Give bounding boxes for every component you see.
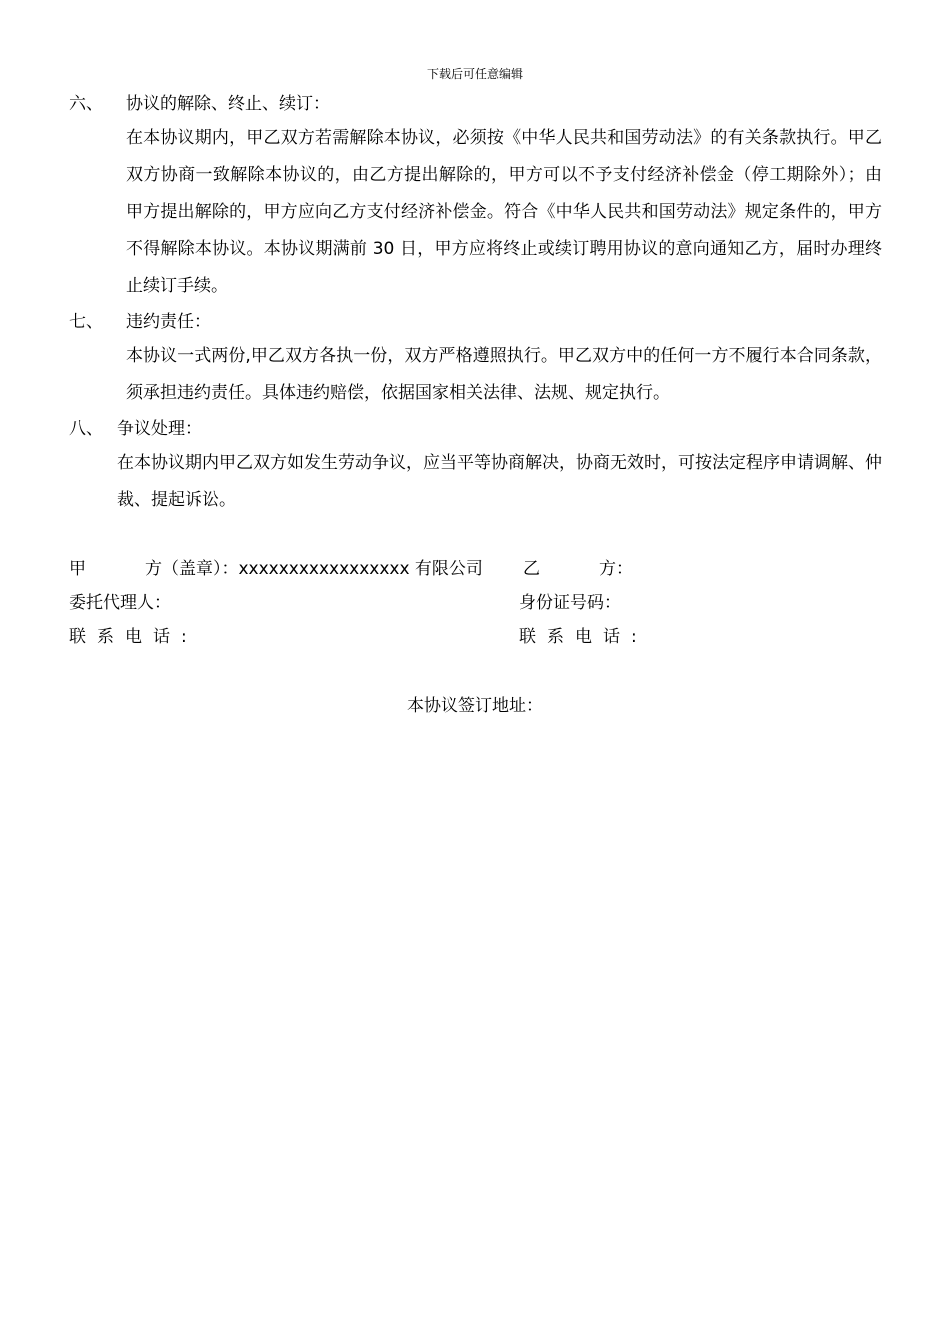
section-number: 八、 — [69, 419, 103, 439]
party-a-label-rest: 方（盖章）： — [145, 559, 239, 579]
party-b-label-rest: 方： — [599, 559, 633, 579]
party-b-row — [523, 558, 633, 580]
party-a-label-first: 甲 — [69, 559, 86, 579]
party-b-phone-label: 联系电话: — [519, 627, 648, 647]
party-a-phone-label: 联系电话: — [69, 627, 198, 647]
party-a-company: xxxxxxxxxxxxxxxxx 有限公司 — [238, 559, 483, 579]
signing-address-label: 本协议签订地址： — [407, 696, 543, 716]
section-number: 七、 — [69, 312, 103, 332]
section-heading-6 — [69, 93, 330, 115]
section-title: 争议处理： — [117, 419, 202, 439]
section-heading-8 — [69, 418, 202, 440]
header-note: 下载后可任意编辑 — [426, 67, 523, 81]
section-heading-7 — [69, 311, 211, 333]
section-body-8: 在本协议期内甲乙双方如发生劳动争议，应当平等协商解决，协商无效时，可按法定程序申请调解、仲裁、提起诉讼。 — [117, 453, 882, 510]
section-body-6: 在本协议期内，甲乙双方若需解除本协议，必须按《中华人民共和国劳动法》的有关条款执行。甲乙双方协商一致解除本协议的，由乙方提出解除的，甲方可以不予支付经济补偿金（停工期除外）；由甲方提出解除的，甲方应向乙方支付经济补偿金。符合《中华人民共和国劳动法》规定条件的，甲方不得解除本协议。本协议期满前 30 日，甲方应将终止或续订聘用协议的意向通知乙方，届时办理终止续订手续。 — [126, 128, 882, 296]
section-title: 违约责任： — [126, 312, 211, 332]
party-a-row — [69, 558, 483, 580]
section-number: 六、 — [69, 94, 103, 114]
section-body-7: 本协议一式两份,甲乙双方各执一份，双方严格遵照执行。甲乙双方中的任何一方不履行本合同条款，须承担违约责任。具体违约赔偿，依据国家相关法律、法规、规定执行。 — [126, 346, 882, 403]
id-number-label: 身份证号码： — [519, 593, 621, 613]
party-b-label-first: 乙 — [523, 559, 540, 579]
section-title: 协议的解除、终止、续订： — [126, 94, 330, 114]
agent-label: 委托代理人： — [69, 593, 171, 613]
